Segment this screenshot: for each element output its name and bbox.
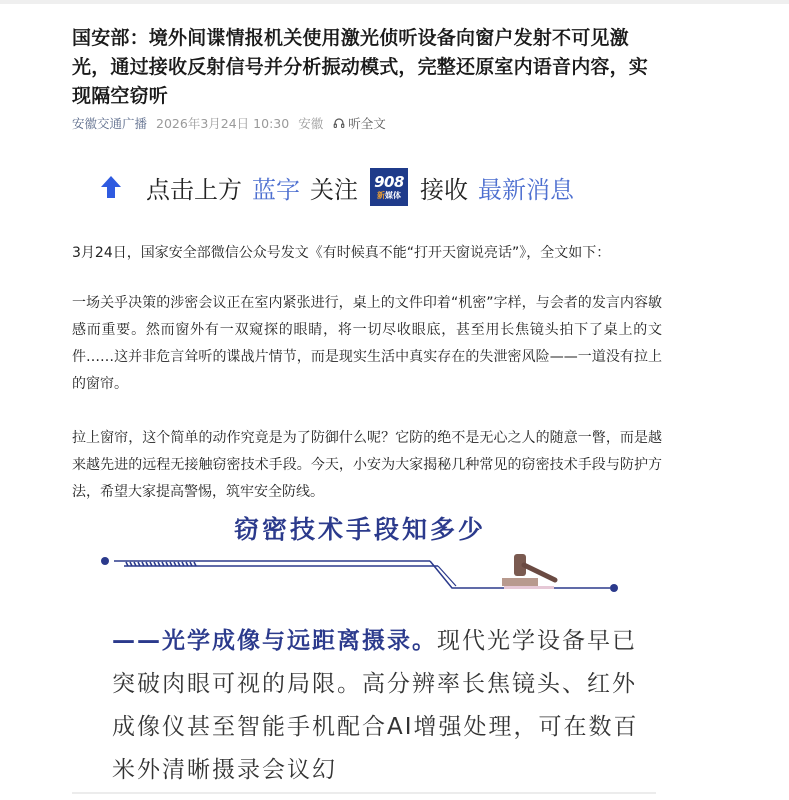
divider — [72, 792, 656, 794]
region-label: 安徽 — [298, 116, 324, 131]
follow-blue-text: 蓝字 — [252, 175, 300, 204]
badge-subtitle — [377, 192, 401, 200]
paragraph-curtain: 拉上窗帘，这个简单的动作究竟是为了防御什么呢？它防的绝不是无心之人的随意一瞥，而是越来越先进的远程无接触窃密技术手段。今天，小安为大家揭秘几种常见的窃密技术手段与防护方法，希望大家提高警惕，筑牢安全防线。 — [72, 430, 662, 500]
headphones-icon — [333, 117, 345, 129]
section-body: 现代光学设备早已突破肉眼可视的局限。高分辨率长焦镜头、红外成像仪甚至智能手机配合AI增强处理，可在数百米外清晰摄录会议幻 — [112, 628, 639, 783]
badge-rest: 媒体 — [385, 190, 401, 200]
decorative-circuit-lines — [100, 540, 640, 600]
follow-text-3: 接收 — [420, 175, 468, 204]
section-banner-title: 窃密技术手段知多少 — [233, 515, 486, 544]
paragraph-scenario: 一场关乎决策的涉密会议正在室内紧张进行，桌上的文件印着“机密”字样，与会者的发言内容敏感而重要。然而窗外有一双窥探的眼睛，将一切尽收眼底，甚至用长焦镜头拍下了桌上的文件……这并非危言耸听的谍战片情节，而是现实生活中真实存在的失泄密风险——一道没有拉上的窗帘。 — [72, 295, 662, 392]
publish-date: 2026年3月24日 10:30 — [156, 116, 290, 131]
listen-full-text-button[interactable] — [333, 114, 386, 132]
follow-text-2: 关注 — [310, 175, 358, 204]
follow-banner[interactable] — [100, 164, 660, 210]
badge-number: 908 — [374, 172, 404, 191]
article-title: 国安部：境外间谍情报机关使用激光侦听设备向窗户发射不可见激光，通过接收反射信号并分析振动模式，完整还原室内语音内容，实现隔空窃听 — [72, 27, 649, 107]
section-banner-image — [100, 510, 640, 600]
badge-new-char: 新 — [377, 190, 385, 200]
section-text-image — [112, 620, 642, 792]
follow-text-1: 点击上方 — [146, 175, 242, 204]
section-highlight: ——光学成像与远距离摄录。 — [112, 628, 437, 654]
listen-label: 听全文 — [348, 116, 386, 131]
article-meta — [72, 114, 386, 132]
paragraph-intro: 3月24日，国家安全部微信公众号发文《有时候真不能“打开天窗说亮话”》，全文如下： — [72, 245, 611, 261]
follow-blue-text-2: 最新消息 — [478, 175, 574, 204]
article — [72, 0, 662, 800]
arrow-up-icon — [100, 175, 122, 199]
908-media-badge — [370, 168, 408, 206]
gavel-icon — [502, 554, 555, 589]
source-link[interactable]: 安徽交通广播 — [72, 116, 148, 131]
